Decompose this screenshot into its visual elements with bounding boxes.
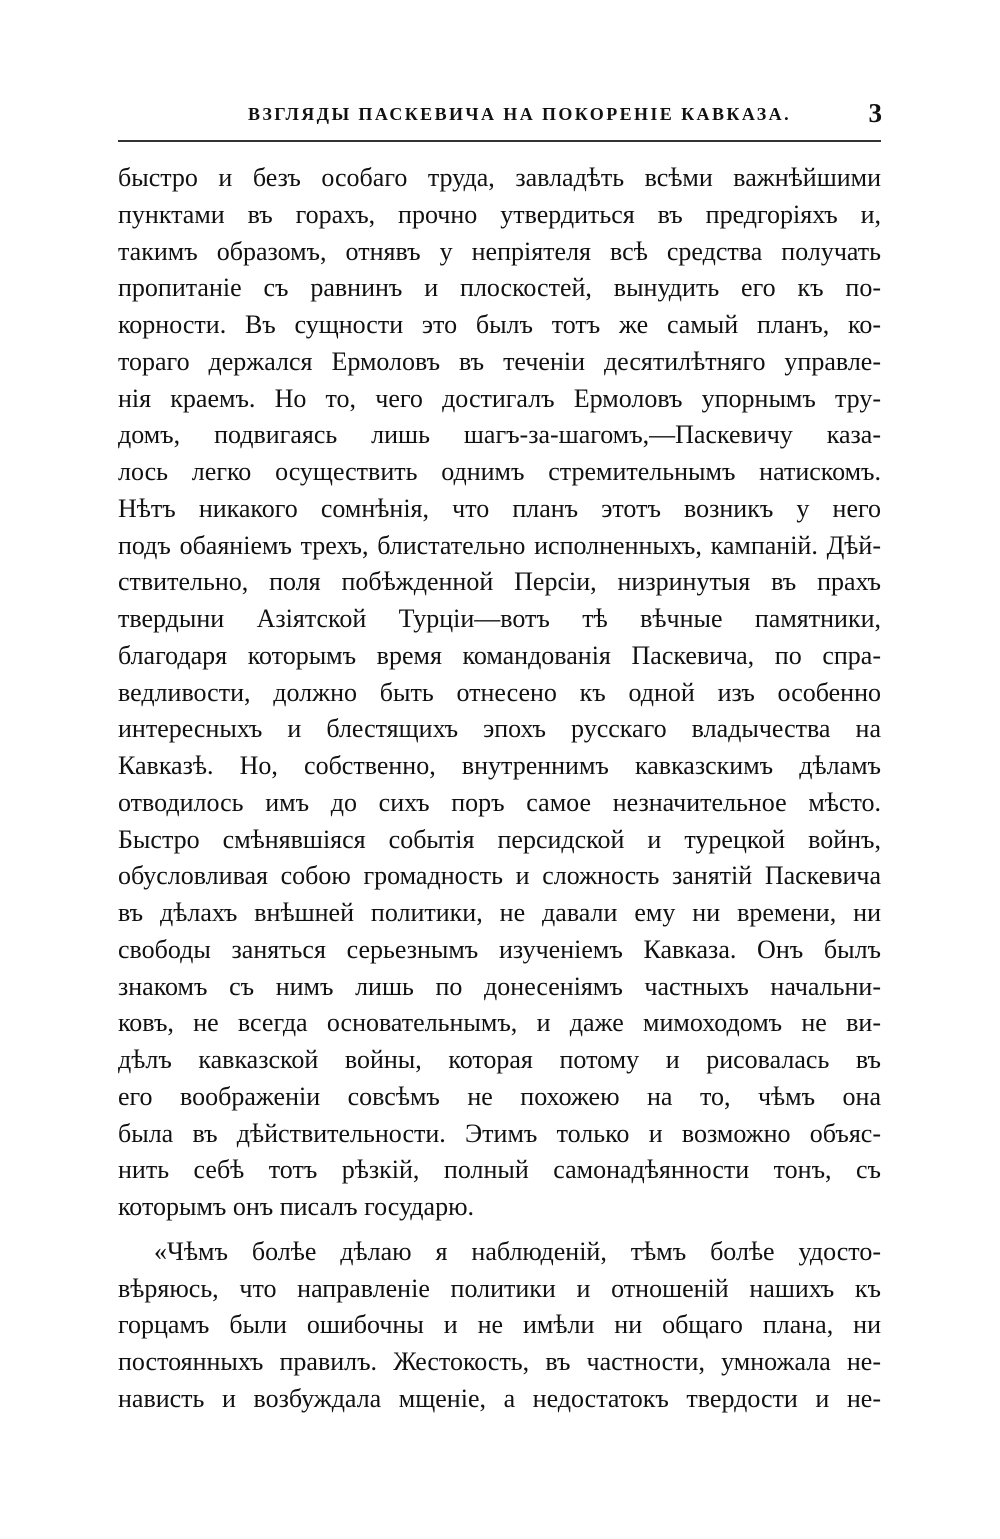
paragraph bbox=[118, 160, 881, 1226]
text-line: быстро и безъ особаго труда, завладѣть всѣми важнѣйшими bbox=[118, 163, 881, 192]
text-line: пунктами въ горахъ, прочно утвердиться въ предгоріяхъ и, bbox=[118, 199, 881, 229]
text-line: твердыни Азіятской Турціи—вотъ тѣ вѣчные памятники, bbox=[118, 604, 881, 633]
paragraph-gap bbox=[118, 1226, 881, 1234]
text-line: корности. Въ сущности это былъ тотъ же самый планъ, ко- bbox=[118, 310, 881, 339]
text-line: лось легко осуществить однимъ стремительнымъ натискомъ. bbox=[118, 457, 881, 486]
text-line: нія краемъ. Но то, чего достигалъ Ермоловъ упорнымъ тру- bbox=[118, 383, 881, 413]
text-line: Нѣтъ никакого сомнѣнія, что планъ этотъ возникъ у него bbox=[118, 493, 881, 523]
running-title: ВЗГЛЯДЫ ПАСКЕВИЧА НА ПОКОРЕНІЕ КАВКАЗА. bbox=[248, 104, 791, 124]
text-line: горцамъ были ошибочны и не имѣли ни общаго плана, ни bbox=[118, 1310, 881, 1340]
text-line: вѣряюсь, что направленіе политики и отношеній нашихъ къ bbox=[118, 1273, 881, 1303]
page-number: 3 bbox=[868, 98, 882, 128]
text-line: нить себѣ тотъ рѣзкій, полный самонадѣянности тонъ, съ bbox=[118, 1155, 881, 1185]
text-line: такимъ образомъ, отнявъ у непріятеля всѣ средства получать bbox=[118, 236, 881, 266]
text-line: постоянныхъ правилъ. Жестокость, въ частности, умножала не- bbox=[118, 1347, 881, 1376]
text-line: пропитаніе съ равнинъ и плоскостей, вынудить его къ по- bbox=[118, 273, 881, 303]
text-line: его воображеніи совсѣмъ не похожею на то, чѣмъ она bbox=[118, 1081, 881, 1111]
header-rule bbox=[118, 140, 881, 142]
text-line: благодаря которымъ время командованія Паскевича, по спра- bbox=[118, 640, 881, 670]
text-line: ковъ, не всегда основательнымъ, и даже мимоходомъ не ви- bbox=[118, 1008, 881, 1038]
text-line: дѣлъ кавказской войны, которая потому и рисовалась въ bbox=[118, 1045, 881, 1074]
text-line: обусловливая собою громадность и сложность занятій Паскевича bbox=[118, 861, 881, 891]
text-line: «Чѣмъ болѣе дѣлаю я наблюденій, тѣмъ болѣе удосто- bbox=[154, 1236, 881, 1266]
text-line: свободы заняться серьезнымъ изученіемъ Кавказа. Онъ былъ bbox=[118, 934, 881, 964]
text-line: тораго держался Ермоловъ въ теченіи десятилѣтняго управле- bbox=[118, 346, 881, 376]
running-head bbox=[118, 98, 882, 138]
text-line: въ дѣлахъ внѣшней политики, не давали ему ни времени, ни bbox=[118, 898, 881, 927]
text-line: знакомъ съ нимъ лишь по донесеніямъ частныхъ начальни- bbox=[118, 971, 881, 1001]
paragraph bbox=[118, 1234, 881, 1418]
text-line: интересныхъ и блестящихъ эпохъ русскаго владычества на bbox=[118, 714, 881, 744]
text-line: домъ, подвигаясь лишь шагъ-за-шагомъ,—Паскевичу каза- bbox=[118, 420, 881, 450]
text-line: Кавказѣ. Но, собственно, внутреннимъ кавказскимъ дѣламъ bbox=[118, 751, 881, 780]
text-line: которымъ онъ писалъ государю. bbox=[118, 1192, 475, 1221]
text-line: нависть и возбуждала мщеніе, а недостатокъ твердости и не- bbox=[118, 1383, 881, 1413]
text-line: ствительно, поля побѣжденной Персіи, низринутыя въ прахъ bbox=[118, 567, 881, 597]
text-line: Быстро смѣнявшіяся событія персидской и турецкой войнъ, bbox=[118, 824, 881, 854]
text-line: подъ обаяніемъ трехъ, блистательно исполненныхъ, кампаній. Дѣй- bbox=[118, 530, 881, 560]
text-line: была въ дѣйствительности. Этимъ только и возможно объяс- bbox=[118, 1118, 881, 1148]
text-line: ведливости, должно быть отнесено къ одной изъ особенно bbox=[118, 677, 881, 707]
text-line: отводилось имъ до сихъ поръ самое незначительное мѣсто. bbox=[118, 787, 881, 817]
body-text bbox=[118, 160, 881, 1418]
